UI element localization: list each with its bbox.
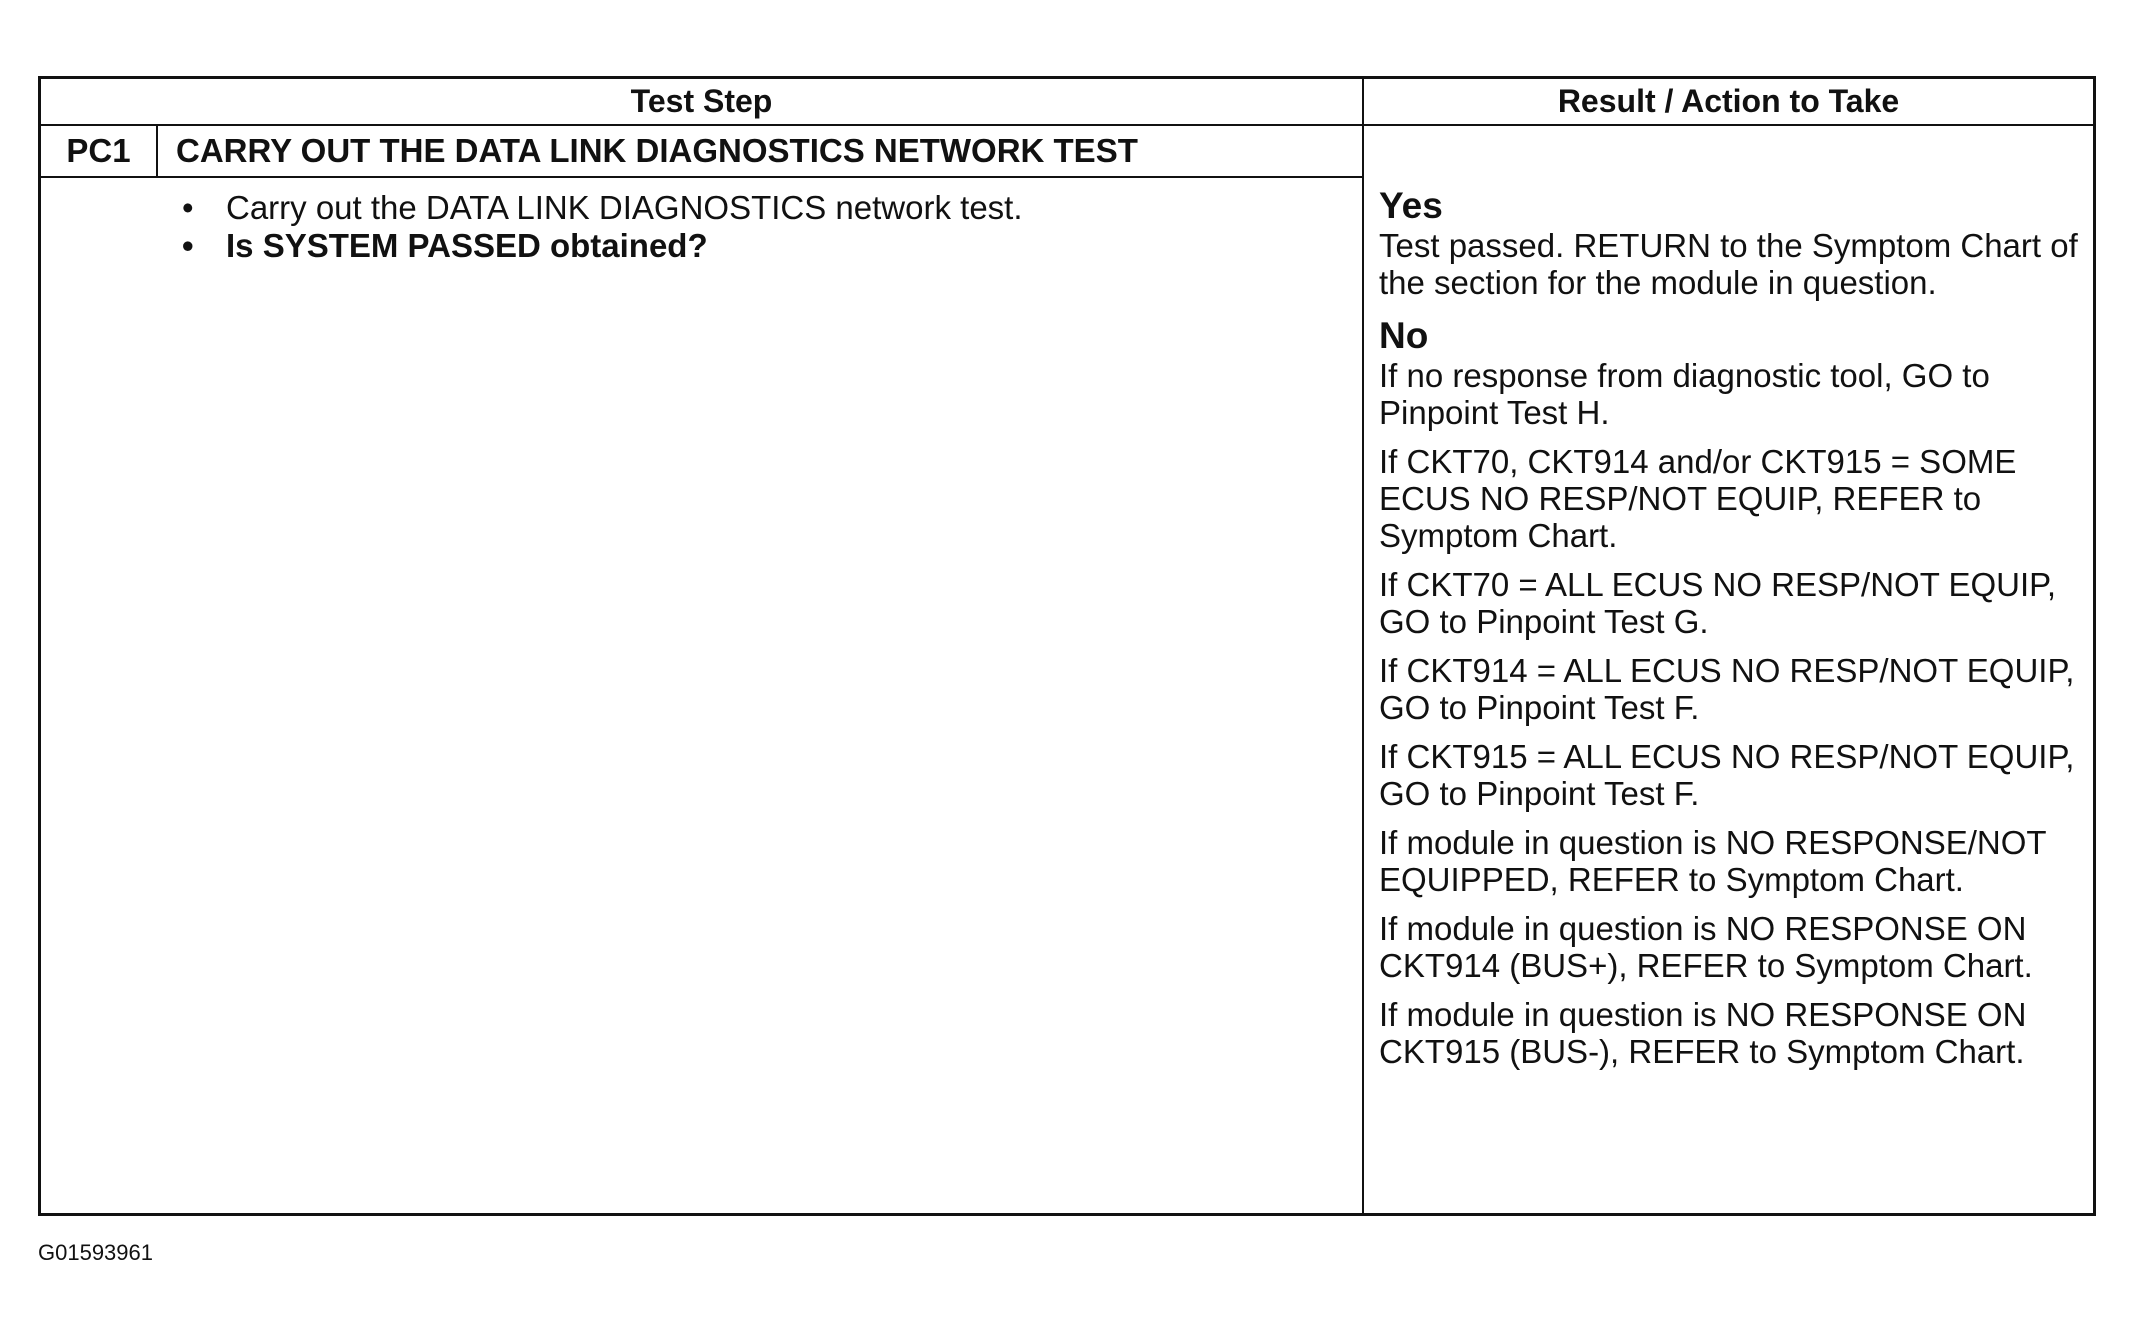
column-divider: [1362, 79, 1364, 1213]
instruction-question: [176, 227, 1023, 265]
no-item: If CKT70, CKT914 and/or CKT915 = SOME ECUS NO RESP/NOT EQUIP, REFER to Symptom Chart.: [1379, 443, 2017, 554]
no-item: If CKT70 = ALL ECUS NO RESP/NOT EQUIP, GO to Pinpoint Test G.: [1379, 566, 2057, 640]
no-item: If module in question is NO RESPONSE ON CKT915 (BUS-), REFER to Symptom Chart.: [1379, 996, 2027, 1070]
instruction-text: Carry out the DATA LINK DIAGNOSTICS network test.: [226, 189, 1023, 226]
step-title-divider: [41, 176, 1362, 178]
header-test-step: Test Step: [630, 83, 773, 119]
result-column: [1379, 185, 2085, 1082]
instruction-text: Is SYSTEM PASSED obtained?: [226, 227, 708, 264]
figure-id: G01593961: [38, 1240, 153, 1265]
result-yes: [1379, 185, 2085, 301]
no-item: If no response from diagnostic tool, GO to Pinpoint Test H.: [1379, 357, 1990, 431]
no-item: If module in question is NO RESPONSE ON CKT914 (BUS+), REFER to Symptom Chart.: [1379, 910, 2033, 984]
no-label: No: [1379, 315, 1429, 356]
no-item: If module in question is NO RESPONSE/NOT EQUIPPED, REFER to Symptom Chart.: [1379, 824, 2046, 898]
header-result-action: Result / Action to Take: [1557, 83, 1900, 119]
pinpoint-test-table: [38, 76, 2096, 1216]
yes-label: Yes: [1379, 185, 1443, 226]
yes-text: Test passed. RETURN to the Symptom Chart of the section for the module in question.: [1379, 227, 2078, 301]
bullet-icon: •: [182, 189, 194, 226]
result-no: [1379, 315, 2085, 1070]
step-instructions: [176, 189, 1023, 265]
step-id: PC1: [41, 125, 158, 176]
instruction-item: [176, 189, 1023, 227]
no-item: If CKT915 = ALL ECUS NO RESP/NOT EQUIP, GO to Pinpoint Test F.: [1379, 738, 2075, 812]
step-title: CARRY OUT THE DATA LINK DIAGNOSTICS NETWORK TEST: [176, 132, 1138, 169]
bullet-icon: •: [182, 227, 194, 264]
no-item: If CKT914 = ALL ECUS NO RESP/NOT EQUIP, GO to Pinpoint Test F.: [1379, 652, 2075, 726]
